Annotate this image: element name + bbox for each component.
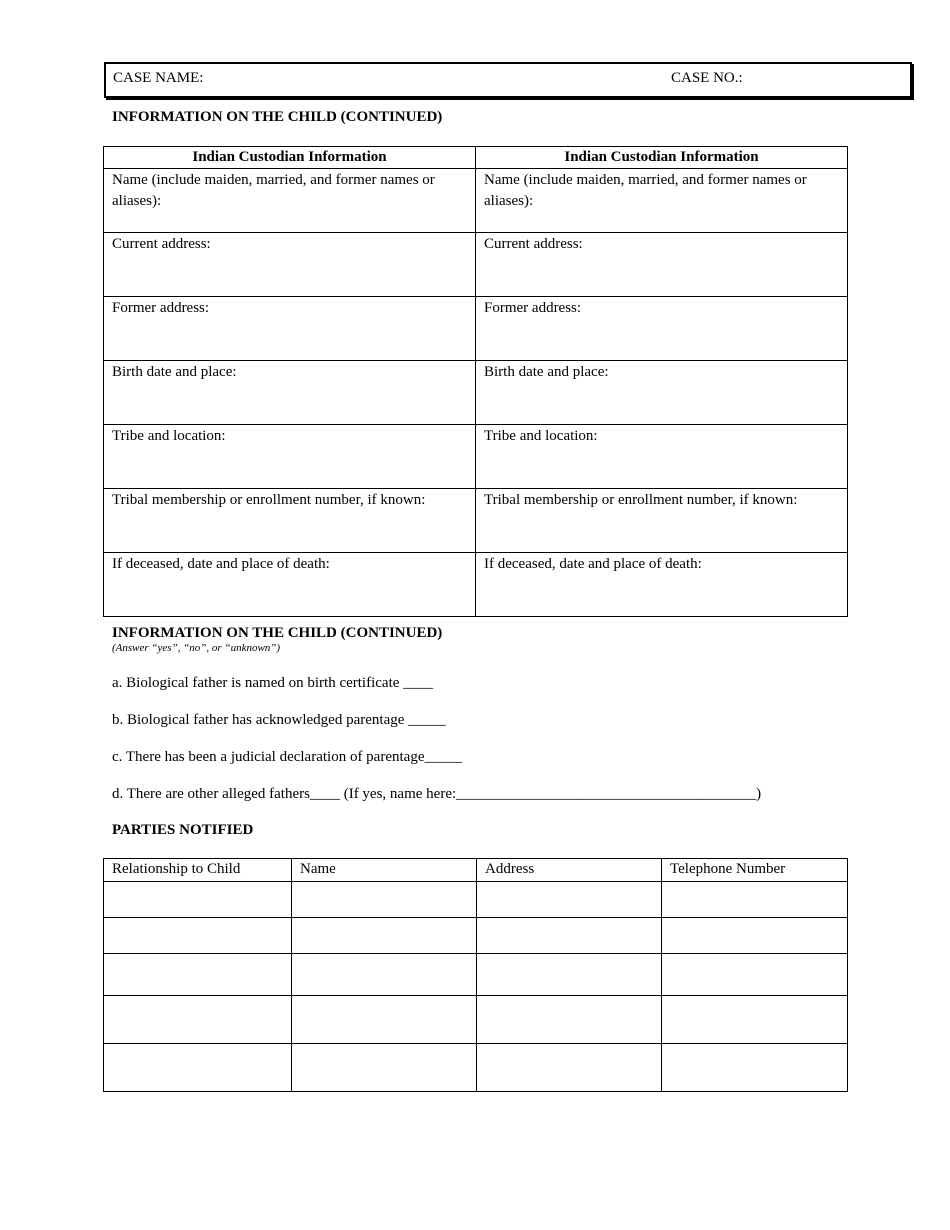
table-row xyxy=(104,954,848,996)
field-tribe-location-1[interactable]: Tribe and location: xyxy=(104,425,476,489)
table-cell[interactable] xyxy=(292,1044,477,1092)
table-header-row xyxy=(104,147,848,169)
field-name-2[interactable]: Name (include maiden, married, and former names or aliases): xyxy=(476,169,848,233)
table-row xyxy=(104,361,848,425)
field-name-1[interactable]: Name (include maiden, married, and former names or aliases): xyxy=(104,169,476,233)
table-header-row xyxy=(104,859,848,882)
table-cell[interactable] xyxy=(477,882,662,918)
column-header-custodian-2: Indian Custodian Information xyxy=(476,147,848,169)
table-row xyxy=(104,882,848,918)
case-header-box xyxy=(104,62,912,98)
table-row xyxy=(104,233,848,297)
column-header-custodian-1: Indian Custodian Information xyxy=(104,147,476,169)
question-birth-certificate[interactable]: a. Biological father is named on birth certificate ____ xyxy=(112,675,434,691)
table-cell[interactable] xyxy=(662,1044,848,1092)
question-acknowledged-parentage[interactable]: b. Biological father has acknowledged parentage _____ xyxy=(112,712,446,728)
table-cell[interactable] xyxy=(662,882,848,918)
table-cell[interactable] xyxy=(662,954,848,996)
table-cell[interactable] xyxy=(104,918,292,954)
field-tribe-location-2[interactable]: Tribe and location: xyxy=(476,425,848,489)
column-header-telephone: Telephone Number xyxy=(662,859,848,882)
table-row xyxy=(104,1044,848,1092)
field-tribal-membership-1[interactable]: Tribal membership or enrollment number, if known: xyxy=(104,489,476,553)
table-cell[interactable] xyxy=(104,996,292,1044)
field-deceased-info-1[interactable]: If deceased, date and place of death: xyxy=(104,553,476,617)
field-birth-date-place-1[interactable]: Birth date and place: xyxy=(104,361,476,425)
table-cell[interactable] xyxy=(477,918,662,954)
section-title-parties-notified: PARTIES NOTIFIED xyxy=(112,822,254,838)
table-cell[interactable] xyxy=(662,918,848,954)
column-header-address: Address xyxy=(477,859,662,882)
table-cell[interactable] xyxy=(104,954,292,996)
field-birth-date-place-2[interactable]: Birth date and place: xyxy=(476,361,848,425)
table-cell[interactable] xyxy=(292,954,477,996)
field-former-address-2[interactable]: Former address: xyxy=(476,297,848,361)
parties-notified-table xyxy=(103,858,848,1092)
section-title-child-info-2: INFORMATION ON THE CHILD (CONTINUED) xyxy=(112,625,443,641)
section-title-child-info: INFORMATION ON THE CHILD (CONTINUED) xyxy=(112,109,443,125)
table-cell[interactable] xyxy=(292,996,477,1044)
question-other-alleged-fathers[interactable]: d. There are other alleged fathers____ (If yes, name here:________________________________________) xyxy=(112,786,762,802)
table-row xyxy=(104,297,848,361)
table-cell[interactable] xyxy=(292,882,477,918)
table-cell[interactable] xyxy=(292,918,477,954)
table-cell[interactable] xyxy=(477,954,662,996)
column-header-name: Name xyxy=(292,859,477,882)
field-tribal-membership-2[interactable]: Tribal membership or enrollment number, if known: xyxy=(476,489,848,553)
table-row xyxy=(104,918,848,954)
question-judicial-declaration[interactable]: c. There has been a judicial declaration of parentage_____ xyxy=(112,749,462,765)
table-cell[interactable] xyxy=(477,1044,662,1092)
custodian-info-table xyxy=(103,146,848,617)
field-current-address-1[interactable]: Current address: xyxy=(104,233,476,297)
table-cell[interactable] xyxy=(104,1044,292,1092)
table-row xyxy=(104,489,848,553)
table-cell[interactable] xyxy=(104,882,292,918)
column-header-relationship: Relationship to Child xyxy=(104,859,292,882)
table-row xyxy=(104,553,848,617)
table-cell[interactable] xyxy=(662,996,848,1044)
table-row xyxy=(104,425,848,489)
field-former-address-1[interactable]: Former address: xyxy=(104,297,476,361)
case-name-label: CASE NAME: xyxy=(113,70,204,86)
field-current-address-2[interactable]: Current address: xyxy=(476,233,848,297)
table-cell[interactable] xyxy=(477,996,662,1044)
case-number-label: CASE NO.: xyxy=(671,70,743,86)
field-deceased-info-2[interactable]: If deceased, date and place of death: xyxy=(476,553,848,617)
table-row xyxy=(104,169,848,233)
table-row xyxy=(104,996,848,1044)
answer-instructions: (Answer “yes”, “no”, or “unknown”) xyxy=(112,642,281,654)
